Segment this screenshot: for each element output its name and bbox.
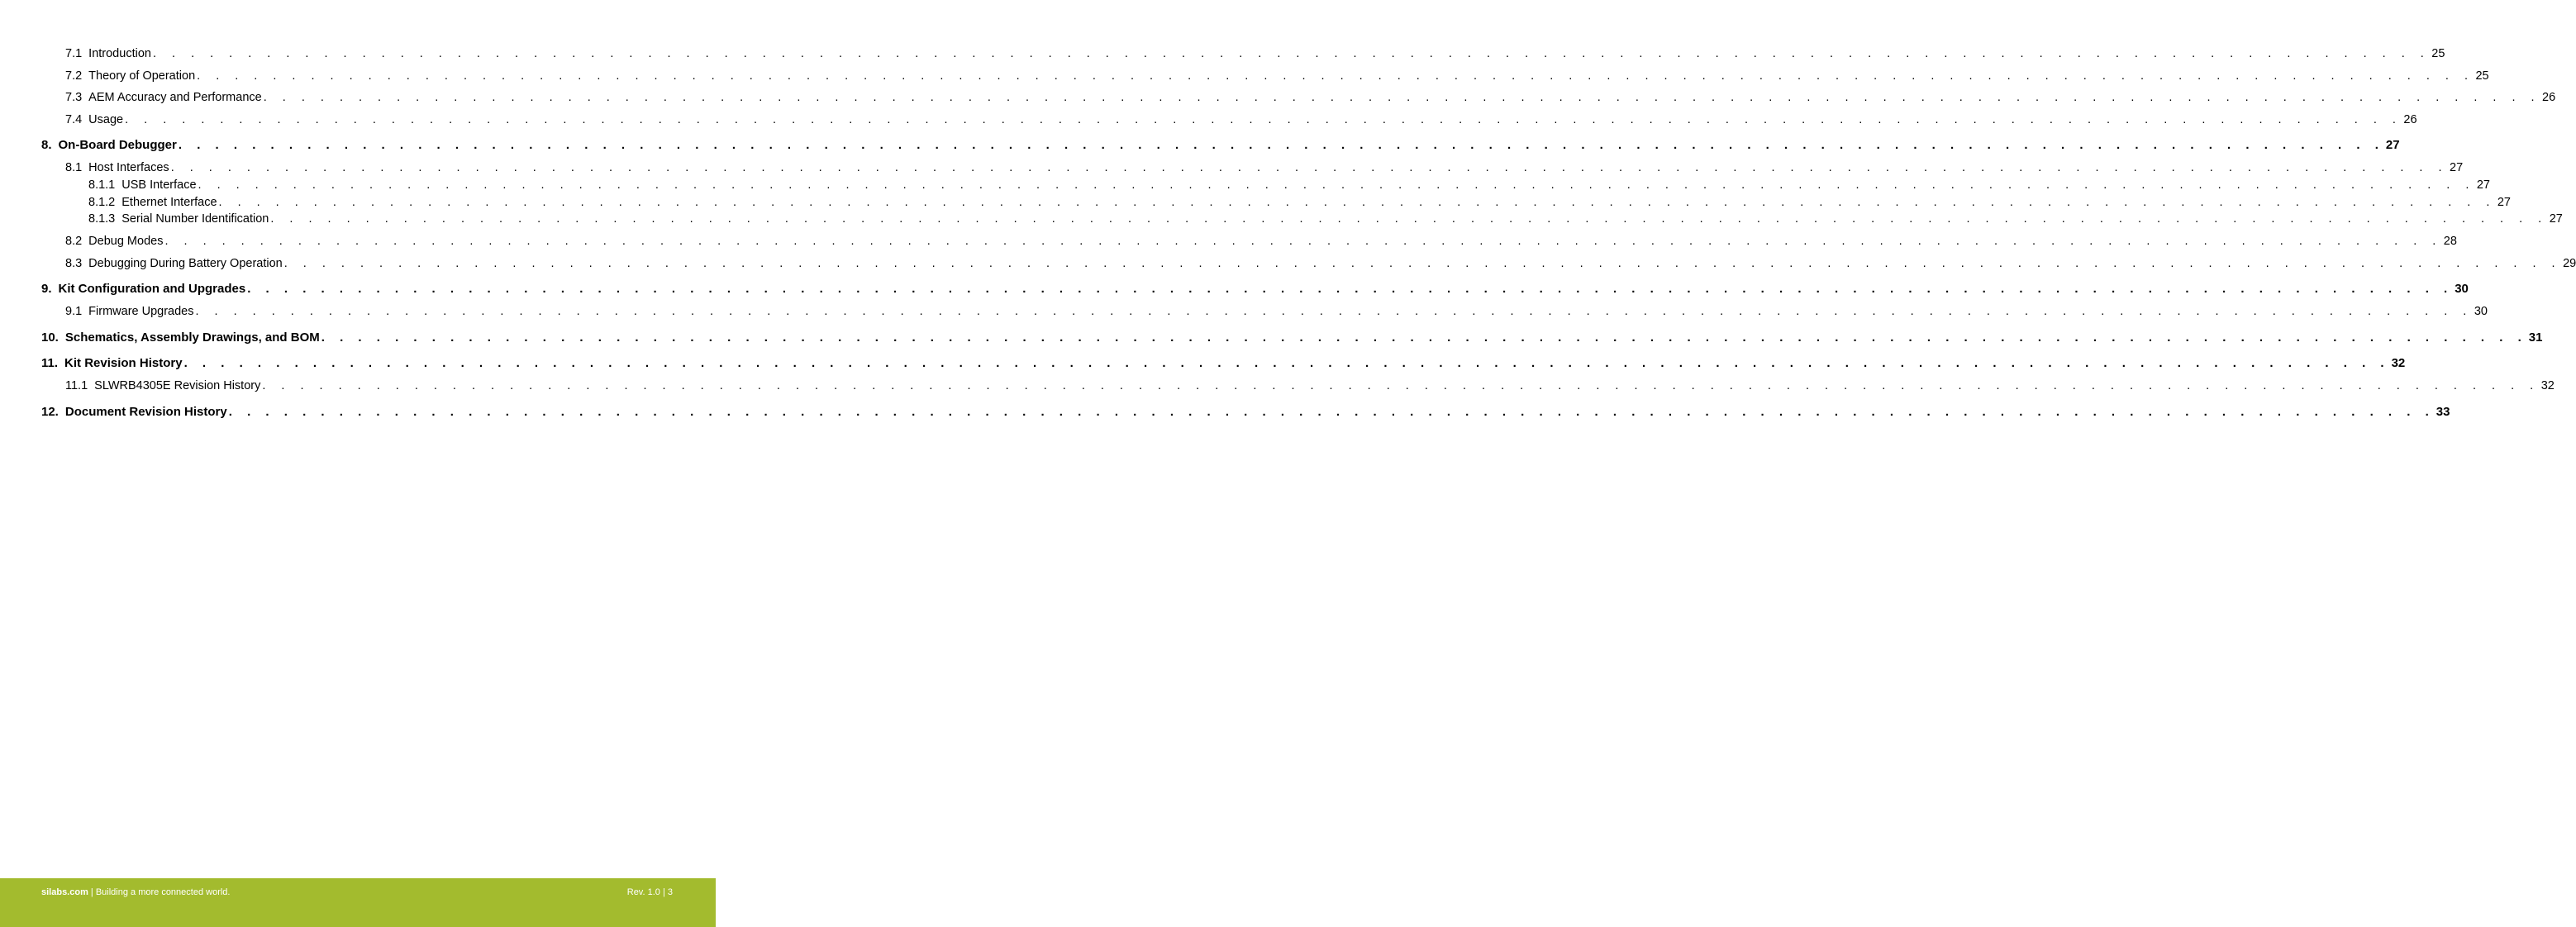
toc-entry-page: 32 — [2540, 378, 2555, 392]
toc-dot-leader: . . . . . . . . . . . . . . . . . . . . . . . . . . . . . . . . . . . . . . . . . . . . . . . . . . . . . . . . . . . . . . . . . . . . . . . . . . . . . . . . . . . . . . . . . . . . . . . . . . . . . . . . . . . . . . . . . . . . . . . . — [321, 330, 2527, 345]
toc-entry[interactable] — [41, 64, 2489, 83]
toc-entry-title: Kit Configuration and Upgrades — [58, 282, 246, 296]
toc-entry-number: 7.2 — [65, 69, 83, 83]
toc-entry-title: Schematics, Assembly Drawings, and BOM — [64, 330, 320, 345]
toc-entry[interactable] — [41, 133, 2400, 152]
toc-entry-page: 29 — [2563, 256, 2576, 270]
toc-entry[interactable] — [41, 155, 2464, 174]
toc-entry-title: Introduction — [88, 46, 151, 60]
toc-entry-page: 33 — [2436, 405, 2450, 419]
toc-entry-page: 27 — [2549, 212, 2563, 226]
toc-entry-label — [41, 331, 320, 344]
toc-dot-leader: . . . . . . . . . . . . . . . . . . . . . . . . . . . . . . . . . . . . . . . . . . . . . . . . . . . . . . . . . . . . . . . . . . . . . . . . . . . . . . . . . . . . . . . . . . . . . . . . . . . . . . . . . . . . . . . . . . . . . . . . — [197, 69, 2474, 83]
toc-entry-number: 8.1.1 — [88, 178, 116, 192]
toc-entry-title: USB Interface — [121, 178, 197, 192]
footer-revision: Rev. 1.0 | 3 — [626, 887, 673, 897]
toc-entry[interactable] — [41, 299, 2488, 318]
toc-entry-label — [41, 283, 245, 295]
toc-entry[interactable] — [41, 373, 2555, 392]
toc-dot-leader: . . . . . . . . . . . . . . . . . . . . . . . . . . . . . . . . . . . . . . . . . . . . . . . . . . . . . . . . . . . . . . . . . . . . . . . . . . . . . . . . . . . . . . . . . . . . . . . . . . . . . . . . . . . . . . . . . . . . . . . . — [178, 138, 2384, 152]
toc-entry[interactable] — [41, 190, 2511, 209]
toc-entry-page: 30 — [2455, 282, 2469, 296]
toc-entry-label — [65, 114, 123, 126]
toc-entry-title: Serial Number Identification — [121, 212, 269, 226]
toc-entry-label — [65, 258, 283, 270]
toc-entry-number: 9.1 — [65, 304, 83, 318]
toc-entry-label — [88, 213, 269, 226]
toc-entry-page: 26 — [2542, 90, 2556, 104]
toc-entry[interactable] — [41, 326, 2543, 345]
toc-dot-leader: . . . . . . . . . . . . . . . . . . . . . . . . . . . . . . . . . . . . . . . . . . . . . . . . . . . . . . . . . . . . . . . . . . . . . . . . . . . . . . . . . . . . . . . . . . . . . . . . . . . . . . . . . . . . . . . . . . . . . . . . — [152, 46, 2431, 60]
toc-entry-number: 7.4 — [65, 112, 83, 126]
toc-entry-number: 11. — [41, 356, 59, 370]
toc-entry-number: 7.1 — [65, 46, 83, 60]
toc-entry-label — [41, 406, 227, 418]
toc-entry-number: 11.1 — [65, 378, 88, 392]
toc-dot-leader: . . . . . . . . . . . . . . . . . . . . . . . . . . . . . . . . . . . . . . . . . . . . . . . . . . . . . . . . . . . . . . . . . . . . . . . . . . . . . . . . . . . . . . . . . . . . . . . . . . . . . . . . . . . . . . . . . . . . . . . . — [247, 282, 2454, 296]
toc-entry-page: 32 — [2391, 356, 2406, 370]
toc-entry-number: 7.3 — [65, 90, 83, 104]
footer-tagline: | Building a more connected world. — [88, 887, 231, 897]
toc-entry-title: Host Interfaces — [88, 160, 169, 174]
toc-entry-page: 31 — [2528, 330, 2543, 345]
toc-entry[interactable] — [41, 351, 2406, 370]
toc-dot-leader: . . . . . . . . . . . . . . . . . . . . . . . . . . . . . . . . . . . . . . . . . . . . . . . . . . . . . . . . . . . . . . . . . . . . . . . . . . . . . . . . . . . . . . . . . . . . . . . . . . . . . . . . . . . . . . . . . . . . . . . . — [262, 378, 2540, 392]
toc-entry-title: Document Revision History — [64, 405, 227, 419]
toc-entry-label — [65, 162, 169, 174]
toc-entry[interactable] — [41, 277, 2469, 296]
toc-dot-leader: . . . . . . . . . . . . . . . . . . . . . . . . . . . . . . . . . . . . . . . . . . . . . . . . . . . . . . . . . . . . . . . . . . . . . . . . . . . . . . . . . . . . . . . . . . . . . . . . . . . . . . . . . . . . . . . . . . . . . . . . — [198, 178, 2475, 192]
toc-entry-label — [65, 306, 194, 318]
toc-entry-label — [65, 92, 262, 104]
toc-entry-title: Usage — [88, 112, 124, 126]
toc-entry-number: 8.1 — [65, 160, 83, 174]
toc-dot-leader: . . . . . . . . . . . . . . . . . . . . . . . . . . . . . . . . . . . . . . . . . . . . . . . . . . . . . . . . . . . . . . . . . . . . . . . . . . . . . . . . . . . . . . . . . . . . . . . . . . . . . . . . . . . . . . . . . . . . . . . . — [283, 256, 2562, 270]
toc-entry-title: SLWRB4305E Revision History — [94, 378, 261, 392]
toc-entry-title: Theory of Operation — [88, 69, 196, 83]
toc-entry-label — [41, 357, 183, 369]
toc-entry-page: 27 — [2385, 138, 2400, 152]
toc-entry-number: 12. — [41, 405, 59, 419]
toc-entry-number: 8.2 — [65, 234, 83, 248]
toc-entry-page: 28 — [2443, 234, 2457, 248]
toc-dot-leader: . . . . . . . . . . . . . . . . . . . . . . . . . . . . . . . . . . . . . . . . . . . . . . . . . . . . . . . . . . . . . . . . . . . . . . . . . . . . . . . . . . . . . . . . . . . . . . . . . . . . . . . . . . . . . . . . . . . . . . . . — [183, 356, 2390, 370]
toc-dot-leader: . . . . . . . . . . . . . . . . . . . . . . . . . . . . . . . . . . . . . . . . . . . . . . . . . . . . . . . . . . . . . . . . . . . . . . . . . . . . . . . . . . . . . . . . . . . . . . . . . . . . . . . . . . . . . . . . . . . . . . . . — [195, 304, 2473, 318]
toc-entry-label — [65, 48, 151, 60]
toc-entry[interactable] — [41, 107, 2417, 126]
toc-entry-label — [65, 70, 195, 83]
toc-entry-number: 8. — [41, 138, 52, 152]
toc-entry-title: Firmware Upgrades — [88, 304, 194, 318]
toc-entry-page: 27 — [2476, 178, 2490, 192]
toc-dot-leader: . . . . . . . . . . . . . . . . . . . . . . . . . . . . . . . . . . . . . . . . . . . . . . . . . . . . . . . . . . . . . . . . . . . . . . . . . . . . . . . . . . . . . . . . . . . . . . . . . . . . . . . . . . . . . . . . . . . . . . . . — [270, 212, 2548, 226]
toc-entry[interactable] — [41, 85, 2556, 104]
toc-entry-page: 27 — [2497, 195, 2511, 209]
toc-entry-number: 8.1.2 — [88, 195, 116, 209]
toc-entry[interactable] — [41, 251, 2576, 270]
toc-dot-leader: . . . . . . . . . . . . . . . . . . . . . . . . . . . . . . . . . . . . . . . . . . . . . . . . . . . . . . . . . . . . . . . . . . . . . . . . . . . . . . . . . . . . . . . . . . . . . . . . . . . . . . . . . . . . . . . . . . . . . . . . — [218, 195, 2496, 209]
toc-entry-title: Kit Revision History — [64, 356, 183, 370]
toc-entry-page: 25 — [2475, 69, 2489, 83]
toc-entry-page: 30 — [2474, 304, 2488, 318]
toc-entry-title: Debugging During Battery Operation — [88, 256, 283, 270]
toc-entry-label — [65, 380, 260, 392]
toc-entry-title: On-Board Debugger — [58, 138, 177, 152]
toc-dot-leader: . . . . . . . . . . . . . . . . . . . . . . . . . . . . . . . . . . . . . . . . . . . . . . . . . . . . . . . . . . . . . . . . . . . . . . . . . . . . . . . . . . . . . . . . . . . . . . . . . . . . . . . . . . . . . . . . . . . . . . . . — [228, 405, 2435, 419]
toc-entry[interactable] — [41, 207, 2563, 226]
toc-entry-title: AEM Accuracy and Performance — [88, 90, 262, 104]
toc-entry[interactable] — [41, 400, 2450, 419]
toc-entry-page: 26 — [2403, 112, 2417, 126]
toc-dot-leader: . . . . . . . . . . . . . . . . . . . . . . . . . . . . . . . . . . . . . . . . . . . . . . . . . . . . . . . . . . . . . . . . . . . . . . . . . . . . . . . . . . . . . . . . . . . . . . . . . . . . . . . . . . . . . . . . . . . . . . . . — [263, 90, 2541, 104]
toc-entry-number: 8.3 — [65, 256, 83, 270]
toc-entry-title: Ethernet Interface — [121, 195, 217, 209]
toc-entry-label — [65, 235, 163, 248]
toc-entry-page: 25 — [2431, 46, 2445, 60]
toc-entry-number: 10. — [41, 330, 59, 345]
toc-dot-leader: . . . . . . . . . . . . . . . . . . . . . . . . . . . . . . . . . . . . . . . . . . . . . . . . . . . . . . . . . . . . . . . . . . . . . . . . . . . . . . . . . . . . . . . . . . . . . . . . . . . . . . . . . . . . . . . . . . . . . . . . — [125, 112, 2402, 126]
toc-dot-leader: . . . . . . . . . . . . . . . . . . . . . . . . . . . . . . . . . . . . . . . . . . . . . . . . . . . . . . . . . . . . . . . . . . . . . . . . . . . . . . . . . . . . . . . . . . . . . . . . . . . . . . . . . . . . . . . . . . . . . . . . — [170, 160, 2449, 174]
footer-left — [41, 887, 230, 897]
toc-entry[interactable] — [41, 41, 2445, 60]
toc-entry-label — [88, 179, 197, 192]
toc-entry-number: 9. — [41, 282, 52, 296]
toc-entry-title: Debug Modes — [88, 234, 164, 248]
footer-site-link[interactable]: silabs.com — [41, 887, 88, 897]
toc-entry[interactable] — [41, 229, 2457, 248]
toc-dot-leader: . . . . . . . . . . . . . . . . . . . . . . . . . . . . . . . . . . . . . . . . . . . . . . . . . . . . . . . . . . . . . . . . . . . . . . . . . . . . . . . . . . . . . . . . . . . . . . . . . . . . . . . . . . . . . . . . . . . . . . . . — [164, 234, 2442, 248]
page-footer — [0, 878, 716, 927]
toc-entry-label — [41, 139, 177, 151]
toc-entry-page: 27 — [2450, 160, 2464, 174]
toc-entry-number: 8.1.3 — [88, 212, 116, 226]
toc-entry[interactable] — [41, 173, 2490, 192]
